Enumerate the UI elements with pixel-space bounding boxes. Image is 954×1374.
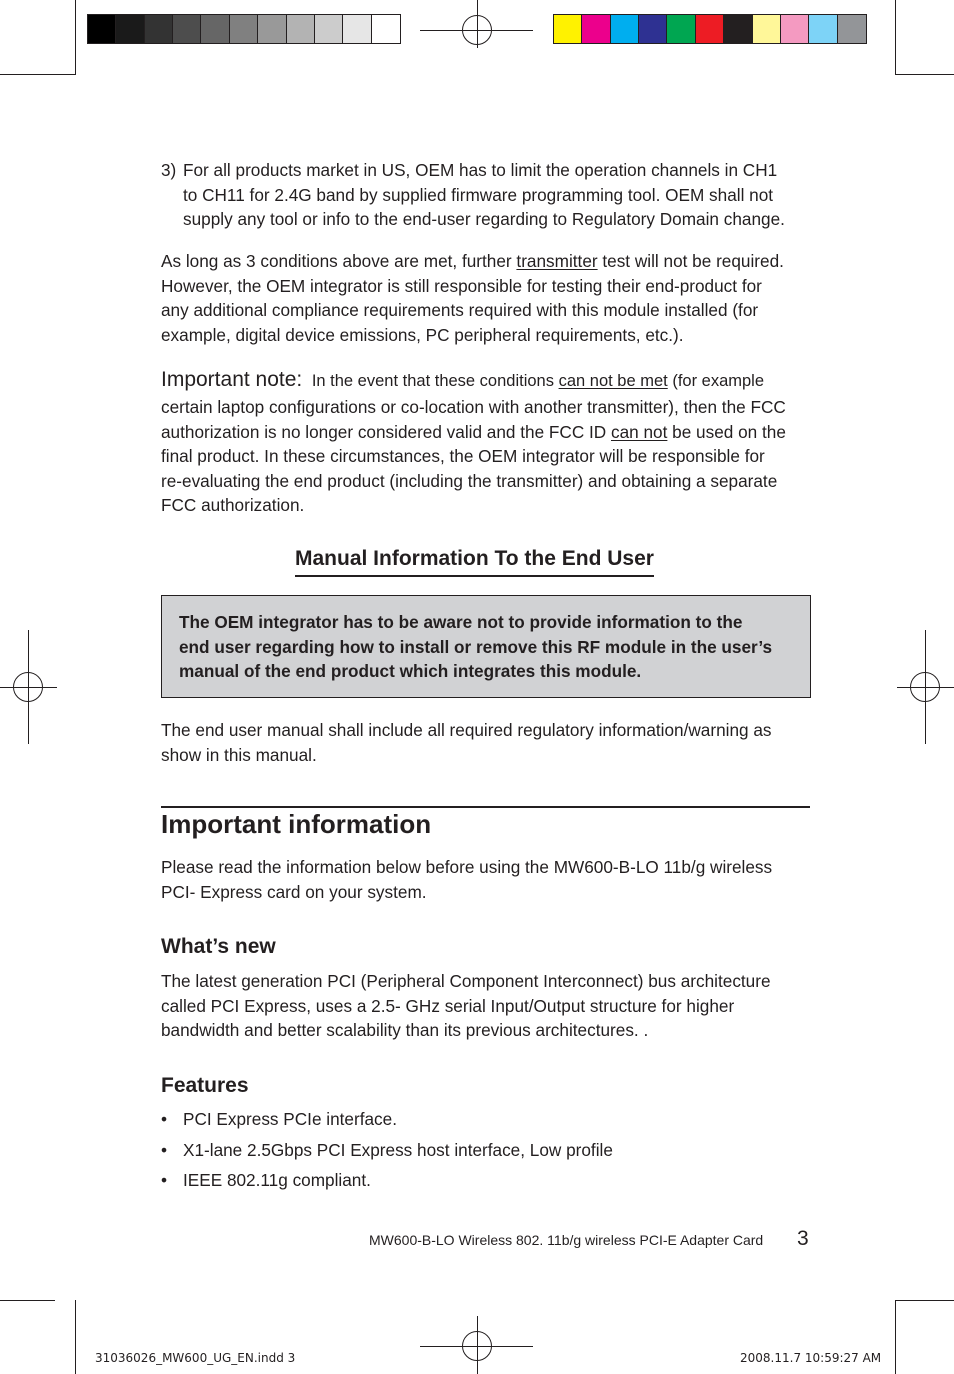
page-number: 3 bbox=[797, 1227, 809, 1250]
grayscale-swatch bbox=[88, 15, 116, 43]
list-line: For all products market in US, OEM has to limit the operation channels in CH1 bbox=[183, 160, 778, 180]
notice-line: end user regarding how to install or remove this RF module in the user’s bbox=[179, 636, 773, 657]
list-item-text bbox=[183, 158, 823, 232]
oem-notice-text bbox=[179, 610, 799, 684]
grayscale-swatch bbox=[201, 15, 229, 43]
feature-item: • X1-lane 2.5Gbps PCI Express host interface, Low profile bbox=[161, 1140, 613, 1160]
conditions-line: example, digital device emissions, PC peripheral requirements, etc.). bbox=[161, 324, 684, 345]
color-swatch bbox=[696, 15, 724, 43]
color-swatch bbox=[611, 15, 639, 43]
color-swatch bbox=[781, 15, 809, 43]
whats-new-line: bandwidth and better scalability than its previous architectures. . bbox=[161, 1020, 649, 1041]
bullet-icon: • bbox=[161, 1170, 168, 1190]
grayscale-bar bbox=[87, 14, 401, 44]
important-info-heading: Important information bbox=[161, 809, 432, 839]
grayscale-swatch bbox=[230, 15, 258, 43]
features-heading: Features bbox=[161, 1074, 249, 1097]
important-note-label: Important note: bbox=[161, 368, 303, 391]
feature-item: • PCI Express PCIe interface. bbox=[161, 1109, 397, 1129]
feature-item: • IEEE 802.11g compliant. bbox=[161, 1170, 371, 1190]
end-user-line: The end user manual shall include all required regulatory information/warning as bbox=[161, 720, 772, 740]
note-line: re-evaluating the end product (including the transmitter) and obtaining a separate bbox=[161, 470, 778, 491]
list-number: 3) bbox=[161, 160, 177, 180]
grayscale-swatch bbox=[372, 15, 400, 43]
grayscale-swatch bbox=[287, 15, 315, 43]
notice-line: manual of the end product which integrates this module. bbox=[179, 661, 642, 682]
color-swatch bbox=[667, 15, 695, 43]
color-swatch bbox=[724, 15, 752, 43]
note-line: FCC authorization. bbox=[161, 495, 305, 516]
important-note bbox=[161, 366, 821, 518]
color-swatch bbox=[639, 15, 667, 43]
grayscale-swatch bbox=[173, 15, 201, 43]
color-swatch bbox=[753, 15, 781, 43]
end-user-line: show in this manual. bbox=[161, 744, 317, 765]
color-swatch bbox=[554, 15, 582, 43]
manual-info-heading: Manual Information To the End User bbox=[295, 546, 654, 577]
footer-title: MW600-B-LO Wireless 802. 11b/g wireless PCI-E Adapter Card bbox=[369, 1232, 764, 1248]
grayscale-swatch bbox=[343, 15, 371, 43]
note-line: final product. In these circumstances, the OEM integrator will be responsible for bbox=[161, 446, 765, 467]
whats-new-heading: What’s new bbox=[161, 935, 276, 958]
important-note-first-line: Important note: In the event that these conditions can not be met (for example bbox=[161, 368, 765, 391]
conditions-paragraph bbox=[161, 249, 821, 347]
grayscale-swatch bbox=[116, 15, 144, 43]
notice-line: The OEM integrator has to be aware not to provide information to the bbox=[179, 612, 743, 632]
oem-notice-box bbox=[161, 595, 811, 698]
color-bar bbox=[553, 14, 867, 44]
color-swatch bbox=[582, 15, 610, 43]
slug-filename: 31036026_MW600_UG_EN.indd 3 bbox=[95, 1351, 296, 1365]
important-info-line: Please read the information below before using the MW600-B-LO 11b/g wireless bbox=[161, 857, 773, 877]
conditions-line: any additional compliance requirements required with this module installed (for bbox=[161, 300, 759, 321]
bullet-icon: • bbox=[161, 1109, 168, 1129]
note-line: certain laptop configurations or co-location with another transmitter), then the FCC bbox=[161, 397, 786, 417]
bullet-icon: • bbox=[161, 1140, 168, 1160]
transmitter-underlined: transmitter bbox=[516, 251, 598, 271]
grayscale-swatch bbox=[315, 15, 343, 43]
list-line: to CH11 for 2.4G band by supplied firmware programming tool. OEM shall not bbox=[183, 184, 774, 205]
color-swatch bbox=[809, 15, 837, 43]
slug-timestamp: 2008.11.7 10:59:27 AM bbox=[740, 1351, 882, 1365]
whats-new-paragraph bbox=[161, 969, 821, 1043]
important-info-line: PCI- Express card on your system. bbox=[161, 881, 427, 902]
list-line: supply any tool or info to the end-user regarding to Regulatory Domain change. bbox=[183, 209, 785, 230]
grayscale-swatch bbox=[258, 15, 286, 43]
conditions-line: As long as 3 conditions above are met, further transmitter test will not be required. bbox=[161, 251, 784, 271]
underlined-phrase: can not be met bbox=[558, 372, 668, 390]
underlined-phrase: can not bbox=[611, 421, 668, 442]
color-swatch bbox=[838, 15, 866, 43]
conditions-line: However, the OEM integrator is still responsible for testing their end-product for bbox=[161, 275, 762, 296]
note-line: authorization is no longer considered valid and the FCC ID can not be used on the bbox=[161, 421, 786, 442]
grayscale-swatch bbox=[145, 15, 173, 43]
whats-new-line: The latest generation PCI (Peripheral Component Interconnect) bus architecture bbox=[161, 971, 771, 991]
whats-new-line: called PCI Express, uses a 2.5- GHz serial Input/Output structure for higher bbox=[161, 995, 735, 1016]
end-user-paragraph bbox=[161, 718, 821, 767]
important-info-paragraph bbox=[161, 855, 821, 904]
